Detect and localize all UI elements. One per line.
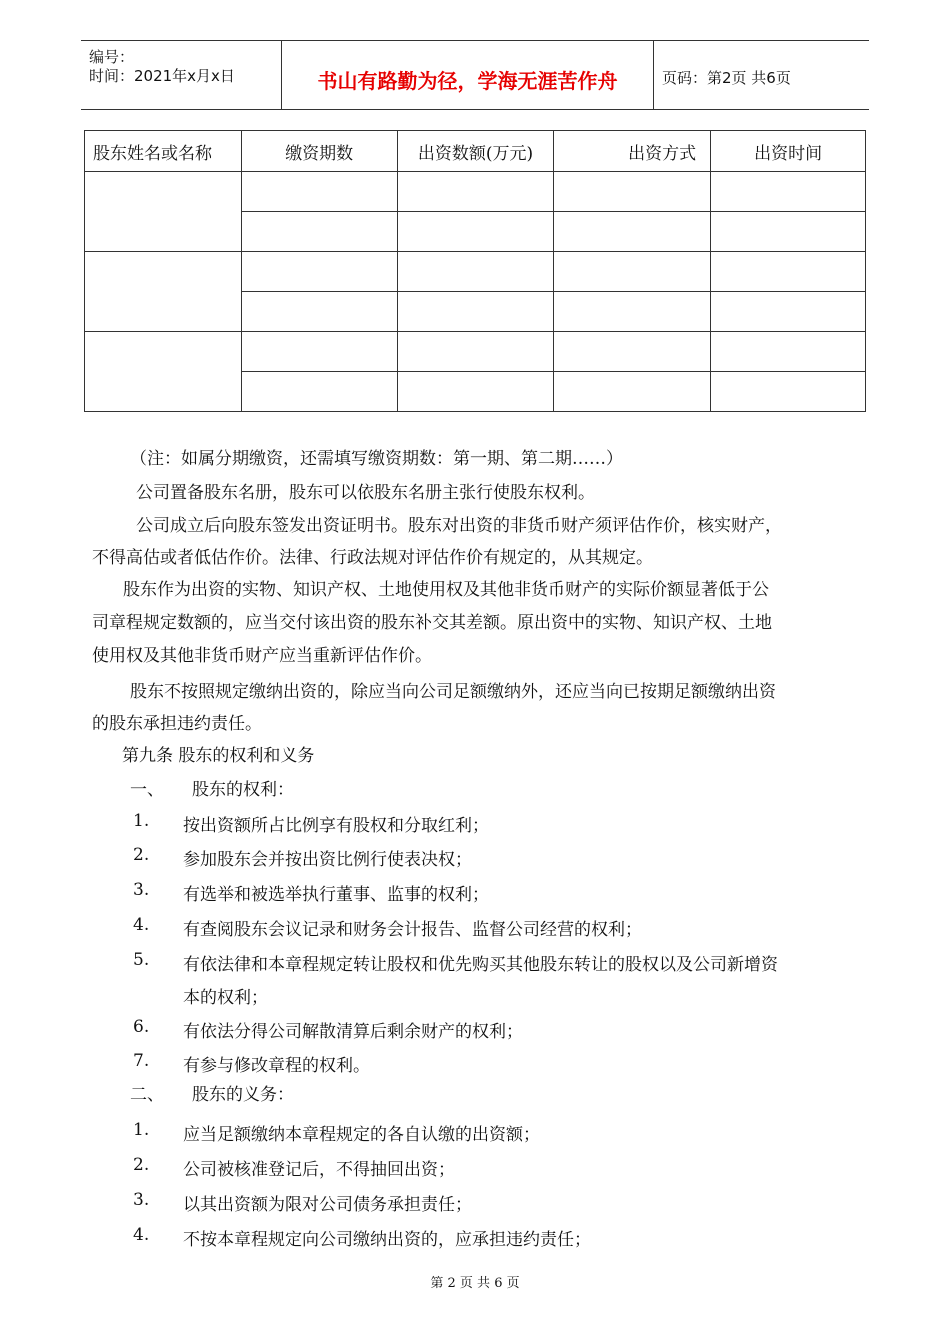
motto: 书山有路勤为径，学海无涯苦作舟: [317, 69, 618, 93]
list-number: 4.: [133, 1225, 150, 1245]
section-title: 股东的义务：: [192, 1085, 294, 1105]
table-cell[interactable]: [241, 252, 397, 292]
list-item: 公司被核准登记后，不得抽回出资；: [183, 1160, 455, 1180]
table-cell[interactable]: [554, 372, 711, 412]
table-cell[interactable]: [554, 212, 711, 252]
table-row: [85, 252, 866, 292]
section-number: 一、: [130, 780, 164, 800]
table-cell[interactable]: [397, 172, 554, 212]
list-item: 有选举和被选举执行董事、监事的权利；: [183, 885, 489, 905]
table-cell[interactable]: [554, 292, 711, 332]
table-cell[interactable]: [711, 332, 866, 372]
table-cell[interactable]: [85, 332, 242, 412]
table-cell[interactable]: [397, 292, 554, 332]
paragraph: 不得高估或者低估作价。法律、行政法规对评估作价有规定的，从其规定。: [92, 548, 653, 568]
table-cell[interactable]: [241, 292, 397, 332]
header-right-cell: [654, 41, 869, 109]
column-header: 缴资期数: [241, 131, 397, 172]
table-row: [85, 172, 866, 212]
header-center-cell: [282, 41, 654, 109]
page-label: 页码：第2页 共6页: [662, 69, 791, 87]
list-item: 有查阅股东会议记录和财务会计报告、监督公司经营的权利；: [183, 920, 642, 940]
column-header: 出资时间: [711, 131, 866, 172]
paragraph: 股东作为出资的实物、知识产权、土地使用权及其他非货币财产的实际价额显著低于公: [123, 580, 769, 600]
list-number: 6.: [133, 1017, 150, 1037]
list-item: 应当足额缴纳本章程规定的各自认缴的出资额；: [183, 1125, 540, 1145]
table-cell[interactable]: [397, 212, 554, 252]
header-left-cell: [81, 41, 282, 109]
column-header: 股东姓名或名称: [85, 131, 242, 172]
list-item: 有依法律和本章程规定转让股权和优先购买其他股东转让的股权以及公司新增资: [183, 955, 778, 975]
table-cell[interactable]: [241, 372, 397, 412]
table-row: [85, 332, 866, 372]
table-cell[interactable]: [397, 372, 554, 412]
page-footer: 第 2 页 共 6 页: [430, 1276, 520, 1291]
shareholder-table: [84, 130, 866, 412]
table-cell[interactable]: [397, 252, 554, 292]
paragraph: 司章程规定数额的，应当交付该出资的股东补交其差额。原出资中的实物、知识产权、土地: [92, 613, 772, 633]
list-number: 2.: [133, 845, 150, 865]
list-item: 按出资额所占比例享有股权和分取红利；: [183, 816, 489, 836]
date-label: 时间：2021年x月x日: [89, 67, 235, 85]
list-number: 2.: [133, 1155, 150, 1175]
table-cell[interactable]: [85, 172, 242, 252]
list-number: 3.: [133, 880, 150, 900]
table-cell[interactable]: [711, 372, 866, 412]
table-cell[interactable]: [397, 332, 554, 372]
section-title: 股东的权利：: [192, 780, 294, 800]
list-number: 1.: [133, 1120, 150, 1140]
table-cell[interactable]: [711, 212, 866, 252]
table-cell[interactable]: [241, 332, 397, 372]
paragraph: 公司置备股东名册，股东可以依股东名册主张行使股东权利。: [136, 483, 595, 503]
column-header: 出资数额(万元): [397, 131, 554, 172]
table-cell[interactable]: [85, 252, 242, 332]
list-item: 有依法分得公司解散清算后剩余财产的权利；: [183, 1022, 523, 1042]
paragraph: 使用权及其他非货币财产应当重新评估作价。: [92, 646, 432, 666]
list-number: 1.: [133, 811, 150, 831]
column-header: 出资方式: [554, 131, 711, 172]
page-header: [81, 40, 869, 110]
table-cell[interactable]: [711, 172, 866, 212]
table-cell[interactable]: [241, 212, 397, 252]
list-item-continuation: 本的权利；: [183, 988, 268, 1008]
section-number: 二、: [130, 1085, 164, 1105]
list-number: 3.: [133, 1190, 150, 1210]
article-heading: 第九条 股东的权利和义务: [122, 746, 315, 766]
list-item: 参加股东会并按出资比例行使表决权；: [183, 850, 472, 870]
paragraph: 股东不按照规定缴纳出资的，除应当向公司足额缴纳外，还应当向已按期足额缴纳出资: [130, 682, 776, 702]
list-number: 4.: [133, 915, 150, 935]
paragraph: 公司成立后向股东签发出资证明书。股东对出资的非货币财产须评估作价，核实财产，: [136, 516, 782, 536]
serial-label: 编号：: [89, 48, 135, 66]
table-cell[interactable]: [711, 252, 866, 292]
list-item: 不按本章程规定向公司缴纳出资的，应承担违约责任；: [183, 1230, 591, 1250]
paragraph: 的股东承担违约责任。: [92, 714, 262, 734]
list-number: 7.: [133, 1051, 150, 1071]
table-cell[interactable]: [554, 332, 711, 372]
list-number: 5.: [133, 950, 150, 970]
table-cell[interactable]: [711, 292, 866, 332]
table-cell[interactable]: [554, 252, 711, 292]
table-cell[interactable]: [241, 172, 397, 212]
table-header-row: [85, 131, 866, 172]
list-item: 有参与修改章程的权利。: [183, 1056, 370, 1076]
table-cell[interactable]: [554, 172, 711, 212]
list-item: 以其出资额为限对公司债务承担责任；: [183, 1195, 472, 1215]
note-paragraph: （注：如属分期缴资，还需填写缴资期数：第一期、第二期……）: [130, 449, 623, 469]
